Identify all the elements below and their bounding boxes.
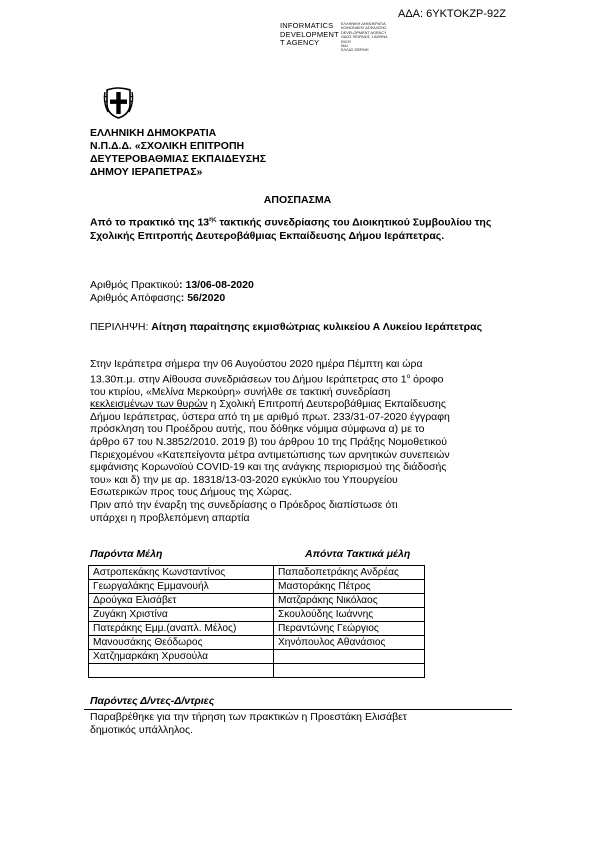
header-line-1: ΕΛΛΗΝΙΚΗ ΔΗΜΟΚΡΑΤΙΑ <box>90 127 217 139</box>
absent-member: Σκουλούδης Ιωάννης <box>274 608 425 622</box>
decision-number-value: : 56/2020 <box>180 292 226 304</box>
absent-member: Περαντώνης Γεώργιος <box>274 622 425 636</box>
body-line: υπάρχει η προβλεπόμενη απαρτία <box>90 511 250 524</box>
present-member: Ζυγάκη Χριστίνα <box>89 608 274 622</box>
body-line: εμφάνισης Κορωνοϊού COVID-19 και της ανάγκης περιορισμού της διάδοσής <box>90 461 447 474</box>
table-row <box>89 608 425 622</box>
intro-text-a: Από το πρακτικό της 13 <box>90 216 210 229</box>
document-title: ΑΠΟΣΠΑΣΜΑ <box>263 194 332 206</box>
header-line-3: ΔΕΥΤΕΡΟΒΑΘΜΙΑΣ ΕΚΠΑΙΔΕΥΣΗΣ <box>90 153 267 165</box>
minutes-number-label: Αριθμός Πρακτικού <box>90 279 180 291</box>
body-line: Στην Ιεράπετρα σήμερα την 06 Αυγούστου 2020 ημέρα Πέμπτη και ώρα <box>90 358 423 370</box>
absent-member: Ματζαράκης Νικόλαος <box>274 594 425 608</box>
body-line <box>90 398 515 411</box>
secretary-line-1: Παραβρέθηκε για την τήρηση των πρακτικών η Προεστάκη Ελισάβετ <box>90 711 407 723</box>
secretary-line-2: δημοτικός υπάλληλος. <box>90 724 194 736</box>
minutes-number <box>90 279 254 292</box>
decision-number-label: Αριθμός Απόφασης <box>90 292 181 304</box>
logo-small-line: ΕΛΛΗΝΙΚΗ ΔΗΜΟΚΡΑΤΙΑ <box>341 22 386 26</box>
present-member: Δρούγκα Ελισάβετ <box>89 594 274 608</box>
table-row <box>89 566 425 580</box>
body-line: πρόσκληση του Προέδρου αυτής, που δόθηκε νόμιμα σύμφωνα α) με το <box>90 423 425 436</box>
header-line-4: ΔΗΜΟΥ ΙΕΡΑΠΕΤΡΑΣ» <box>90 166 203 178</box>
absent-member <box>274 650 425 664</box>
logo-small-line: ΕΛΛΑΣ ΘΕΡΜΗ <box>341 48 369 53</box>
substitutes-heading: Παρόντες Δ/ντες-Δ/ντριες <box>90 695 215 707</box>
summary-text: Αίτηση παραίτησης εκμισθώτριας κυλικείου Α Λυκείου Ιεράπετρας <box>151 321 483 333</box>
absent-members-header: Απόντα Τακτικά μέλη <box>305 548 411 560</box>
logo-small-line: ΜΑΙ <box>341 44 348 49</box>
header-line-2: Ν.Π.Δ.Δ. «ΣΧΟΛΙΚΗ ΕΠΙΤΡΟΠΗ <box>90 140 245 152</box>
table-row <box>89 636 425 650</box>
absent-member: Μαστοράκης Πέτρος <box>274 580 425 594</box>
body-line <box>90 371 515 386</box>
table-row <box>89 664 425 678</box>
attendance-table <box>88 565 425 678</box>
decision-number <box>90 292 254 305</box>
present-members-header: Παρόντα Μέλη <box>90 548 163 560</box>
body-line: του κτιρίου, «Μελίνα Μερκούρη» συνήλθε σε τακτική συνεδρίαση <box>90 385 391 398</box>
absent-member: Χηνόπουλος Αθανάσιος <box>274 636 425 650</box>
body-text <box>90 358 515 524</box>
table-row <box>89 594 425 608</box>
logo-small-line: ΚΟΙΝΩΝΙΚΗΣ ΑΣΦΑΛΙΣΗΣ <box>341 26 387 31</box>
greek-coat-of-arms-icon <box>103 84 134 120</box>
informatics-small-text <box>341 22 387 53</box>
body-text-segment: η Σχολική Επιτροπή Δευτεροβάθμιας Εκπαίδευσης <box>207 398 446 411</box>
logo-small-line: ΕΚΟΥ <box>341 39 352 44</box>
table-row <box>89 622 425 636</box>
summary-label: ΠΕΡΙΛΗΨΗ: <box>90 321 152 333</box>
secretary-note <box>90 711 510 737</box>
minutes-number-value: : 13/06-08-2020 <box>179 279 254 291</box>
intro-paragraph <box>90 213 510 243</box>
body-line: Πριν από την έναρξη της συνεδρίασης ο Πρόεδρος διαπίστωσε ότι <box>90 499 398 512</box>
body-line: άρθρο 67 του Ν.3852/2010. 2019 β) του άρθρου 10 της Πράξης Νομοθετικού <box>90 436 447 449</box>
body-text-segment: όροφο <box>410 373 444 386</box>
divider <box>84 709 512 710</box>
present-member: Γεωργαλάκης Εμμανουήλ <box>89 580 274 594</box>
body-line: του» και δ) την με αρ. 18318/13-03-2020 εγκύκλιο του Υπουργείου <box>90 473 398 486</box>
present-member: Χατζημαρκάκη Χρυσούλα <box>89 650 274 664</box>
body-text-segment: 13.30π.μ. στην Αίθουσα συνεδριάσεων του Δήμου Ιεράπετρας στο 1 <box>90 373 407 386</box>
logo-line-3: T AGENCY <box>280 38 320 47</box>
ada-code: ΑΔΑ: 6ΥΚΤΟΚΖΡ-92Ζ <box>398 8 507 20</box>
logo-line-1: INFORMATICS <box>280 21 334 30</box>
body-sup: ο <box>406 372 411 380</box>
body-line: Εσωτερικών προς τους Δήμους της Χώρας. <box>90 486 292 499</box>
issuer-header <box>90 127 266 179</box>
absent-member <box>274 664 425 678</box>
present-member: Πατεράκης Εμμ.(αναπλ. Μέλος) <box>89 622 274 636</box>
informatics-logo-text <box>280 22 339 48</box>
absent-member: Παπαδοπετράκης Ανδρέας <box>274 566 425 580</box>
present-member: Αστροπεκάκης Κωνσταντίνος <box>89 566 274 580</box>
body-line: Δήμου Ιεράπετρας, ύστερα από τη με αριθμό πρωτ. 233/31-07-2020 έγγραφη <box>90 410 450 423</box>
intro-sup: ης <box>209 216 217 223</box>
body-underlined-text: κεκλεισμένων των θυρών <box>90 398 208 411</box>
table-row <box>89 580 425 594</box>
present-member <box>89 664 274 678</box>
logo-line-2: DEVELOPMENT <box>280 29 339 39</box>
body-line: Περιεχομένου «Κατεπείγοντα μέτρα αντιμετώπισης των αρνητικών συνεπειών <box>90 448 450 461</box>
logo-small-line: ΟΔΟΣ ΠΕΙΡΑΙΩΣ 1 ΑΘΗΝΑ <box>341 35 388 40</box>
summary <box>90 321 510 334</box>
present-member: Μανουσάκης Θεόδωρος <box>89 636 274 650</box>
logo-small-line: DEVELOPMENT AGENCY <box>341 30 387 35</box>
decision-numbers <box>90 279 254 305</box>
intro-text-b: τακτικής συνεδρίασης του Διοικητικού Συμβουλίου της Σχολικής Επιτροπής Δευτεροβάθμιας Εκπαίδευσης Δήμου Ιεράπετρας. <box>90 216 492 242</box>
table-row <box>89 650 425 664</box>
